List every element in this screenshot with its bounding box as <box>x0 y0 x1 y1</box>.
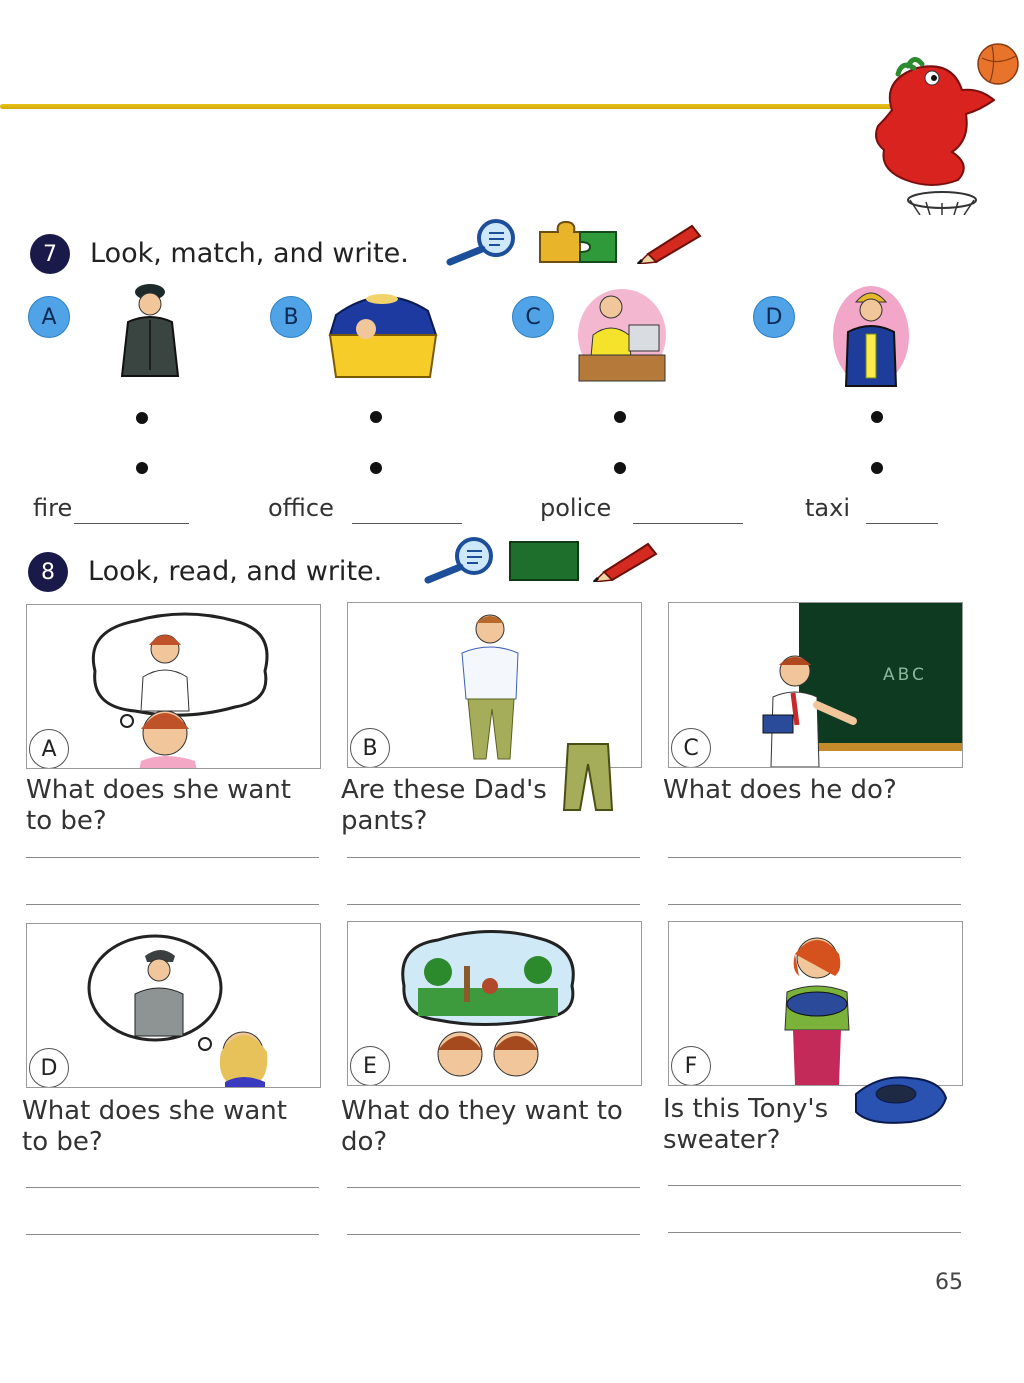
question-e-line2: do? <box>341 1127 388 1157</box>
magnifier-icon <box>444 218 524 266</box>
office-worker-picture <box>575 285 669 385</box>
puzzle-icon <box>536 218 620 264</box>
answer-e-line1[interactable] <box>347 1187 640 1188</box>
question-a-line2: to be? <box>26 806 107 836</box>
question-a-line1: What does she want <box>26 775 291 805</box>
answer-b-line2[interactable] <box>347 904 640 905</box>
match-word-police: police <box>540 494 612 522</box>
taxi-driver-picture <box>326 285 438 381</box>
match-letter-a: A <box>28 296 70 338</box>
firefighter-picture <box>830 282 912 390</box>
answer-b-line1[interactable] <box>347 857 640 858</box>
pants-picture <box>562 742 614 814</box>
sweater-picture <box>850 1072 950 1128</box>
header-yellow-rule <box>0 104 900 109</box>
chalkboard-text: ABC <box>883 665 927 685</box>
answer-f-line2[interactable] <box>668 1232 961 1233</box>
dad-picture <box>452 609 532 765</box>
match-blank-fire[interactable] <box>74 523 189 524</box>
match-dot-top-a[interactable] <box>136 412 148 424</box>
match-word-taxi: taxi <box>805 494 850 522</box>
panel-a-letter: A <box>29 729 69 769</box>
answer-a-line1[interactable] <box>26 857 319 858</box>
answer-c-line1[interactable] <box>668 857 961 858</box>
question-d-line1: What does she want <box>22 1096 287 1126</box>
match-letter-c: C <box>512 296 554 338</box>
answer-d-line2[interactable] <box>26 1234 319 1235</box>
panel-b-letter: B <box>350 728 390 768</box>
question-c-line1: What does he do? <box>663 775 897 805</box>
match-dot-bottom-1[interactable] <box>136 462 148 474</box>
question-e-line1: What do they want to <box>341 1096 623 1126</box>
teacher-boy-picture <box>757 649 867 767</box>
match-dot-bottom-3[interactable] <box>614 462 626 474</box>
green-book-icon <box>508 540 580 582</box>
page-number: 65 <box>935 1270 963 1295</box>
match-letter-d: D <box>753 296 795 338</box>
section-7-title: Look, match, and write. <box>90 238 409 269</box>
dragon-mascot-icon <box>862 40 1024 215</box>
magnifier-icon <box>422 536 502 584</box>
panel-d-letter: D <box>29 1048 69 1088</box>
answer-f-line1[interactable] <box>668 1185 961 1186</box>
match-dot-bottom-2[interactable] <box>370 462 382 474</box>
question-b-line2: pants? <box>341 806 428 836</box>
pencil-icon <box>634 218 704 264</box>
panel-a <box>26 604 321 769</box>
match-dot-top-c[interactable] <box>614 411 626 423</box>
section-8-number: 8 <box>28 552 68 592</box>
question-f-line1: Is this Tony's <box>663 1094 829 1124</box>
match-word-fire: fire <box>33 494 73 522</box>
panel-d <box>26 923 321 1088</box>
match-blank-taxi[interactable] <box>866 523 938 524</box>
question-d-line2: to be? <box>22 1127 103 1157</box>
panel-f-letter: F <box>671 1046 711 1086</box>
question-f-line2: sweater? <box>663 1125 781 1155</box>
match-word-office: office <box>268 494 334 522</box>
panel-c <box>668 602 963 768</box>
answer-a-line2[interactable] <box>26 904 319 905</box>
match-blank-police[interactable] <box>633 523 743 524</box>
girl-holding-sweater-picture <box>769 930 865 1085</box>
match-letter-b: B <box>270 296 312 338</box>
match-dot-bottom-4[interactable] <box>871 462 883 474</box>
section-7-number: 7 <box>30 234 70 274</box>
pencil-icon <box>590 536 660 582</box>
match-dot-top-d[interactable] <box>871 411 883 423</box>
answer-e-line2[interactable] <box>347 1234 640 1235</box>
section-8-title: Look, read, and write. <box>88 556 383 587</box>
panel-e <box>347 921 642 1086</box>
girl-thinking-policewoman-picture <box>85 932 285 1087</box>
panel-c-letter: C <box>671 728 711 768</box>
question-b-line1: Are these Dad's <box>341 775 547 805</box>
match-dot-top-b[interactable] <box>370 411 382 423</box>
kids-thinking-park-picture <box>398 926 578 1085</box>
panel-e-letter: E <box>350 1046 390 1086</box>
answer-d-line1[interactable] <box>26 1187 319 1188</box>
answer-c-line2[interactable] <box>668 904 961 905</box>
policeman-picture <box>112 280 184 382</box>
match-blank-office[interactable] <box>352 523 462 524</box>
girl-thinking-doctor-picture <box>85 611 275 768</box>
panel-f <box>668 921 963 1086</box>
